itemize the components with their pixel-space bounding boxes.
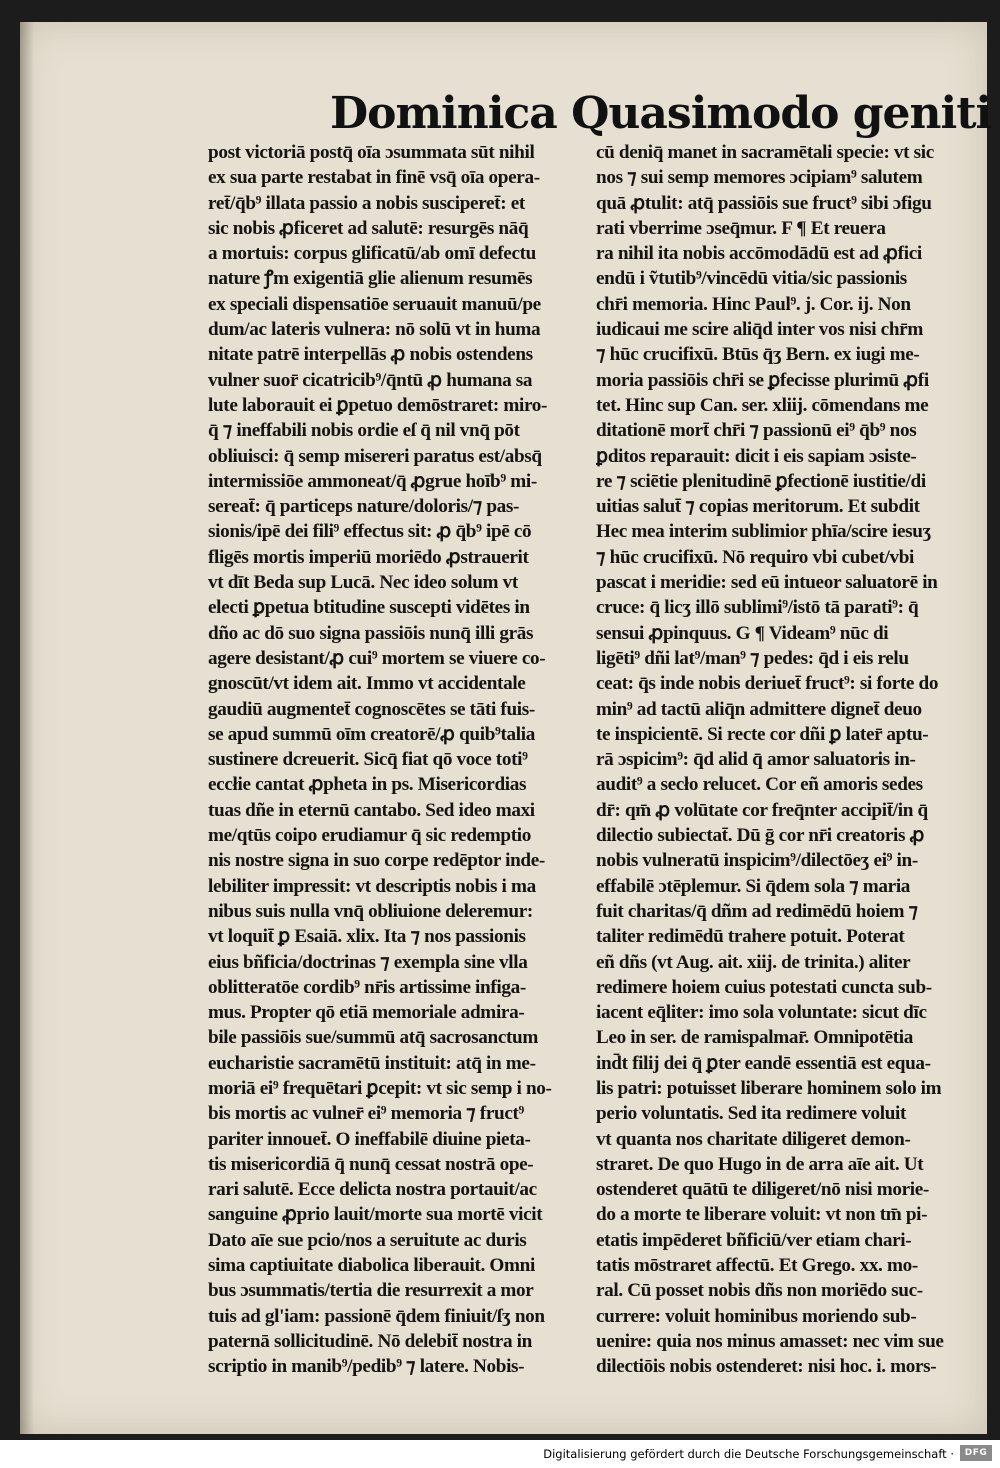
text-line: nos ⁊ sui semp memores ɔcipiam⁹ salutem [596,167,923,189]
spine-shadow [20,22,34,1434]
text-line: pariter innouet̄. O ineffabilē diuine pieta‑ [208,1128,531,1150]
text-line: agere desistant/ꝓ cui⁹ mortem se viuere co‑ [208,647,546,669]
footer [0,1440,1000,1468]
text-line: nature ꝭm exigentiā glie alienum resumēs [208,268,533,290]
text-line: fuit charitas/q̄ dñm ad redimēdū hoiem ⁊ [596,900,918,922]
text-line: moria passiōis chr̄i se ꝑfecisse plurimū ꝓfi [596,369,929,391]
text-line: ral. Cū posset nobis dñs non moriēdo suc‑ [596,1280,923,1302]
text-line: q̄ ⁊ ineffabili nobis ordie eſ q̄ nil vnq̄ pōt [208,420,520,442]
text-line: rā ɔspicim⁹: q̄d alid q̄ amor saluatoris in‑ [596,749,916,771]
text-line: vulner suor̄ cicatricib⁹/q̄ntū ꝓ humana sa [208,369,533,391]
text-line: lute laborauit ei ꝑpetuo demōstraret: miro‑ [208,394,548,416]
text-line: electi ꝑpetua btitudine suscepti vidētes in [208,597,530,619]
text-line: nobis vulneratū inspicim⁹/dilectōeʒ ei⁹ in‑ [596,850,918,872]
text-line: iudicaui me scire aliq̄d inter vos nisi chr̄m [596,319,923,341]
text-line: straret. De quo Hugo in de arra aīe ait. Ut [596,1153,924,1175]
text-line: obliuisci: q̄ semp misereri paratus est/absq̄ [208,445,542,467]
text-line: ind̄t filij dei q̄ ꝑter eandē essentiā est equa‑ [596,1052,931,1074]
text-line: dr̄: qm̄ ꝓ volūtate cor freq̄nter accipit̄/in q̄ [596,799,928,821]
text-line: dum/ac lateris vulnera: nō solū vt in huma [208,319,541,341]
text-line: paternā sollicitudinē. Nō delebit̄ nostra in [208,1330,532,1352]
text-line: do a morte te liberare voluit: vt non tm̄ pi‑ [596,1204,928,1226]
right-text-column [596,140,976,1380]
text-line: bus ɔsummatis/tertia die resurrexit a mor [208,1280,534,1302]
text-line: eñ dñs (vt Aug. ait. xiij. de trinita.) aliter [596,951,911,973]
text-line: eucharistie sacramētū instituit: atq̄ in me‑ [208,1052,536,1074]
text-line: cruce: q̄ licʒ illō sublimi⁹/istō tā parati⁹: q̄ [596,597,919,619]
text-line: ra nihil ita nobis accōmodādū est ad ꝓfici [596,243,922,265]
text-line: intermissiōe ammoneat/q̄ ꝓgrue hoīb⁹ mi‑ [208,470,537,492]
text-line: lis patri: potuisset liberare hominem solo im [596,1077,942,1099]
text-line: bile passiōis sue/summū atq̄ sacrosanctum [208,1027,539,1049]
text-line: rari salutē. Ecce delicta nostra portauit/ac [208,1179,537,1201]
text-line: sereat̄: q̄ particeps nature/doloris/⁊ pas‑ [208,496,520,518]
text-line: nis nostre signa in suo corpe redēptor inde‑ [208,850,545,872]
running-head: Dominica Quasimodo geniti [330,88,992,139]
text-line: ⁊ hūc crucifixū. Btūs q̄ʒ Bern. ex iugi me‑ [596,344,920,366]
text-line: gaudiū augmentet̄ cognoscētes se tāti fuis‑ [208,698,535,720]
text-line: scriptio in manib⁹/pedib⁹ ⁊ latere. Nobis‑ [208,1356,525,1378]
text-line: ret̄/q̄b⁹ illata passio a nobis susciperet̄: et [208,192,525,214]
text-line: redimere hoiem cuius potestati cuncta sub‑ [596,976,932,998]
text-line: cū deniq̄ manet in sacramētali specie: vt sic [596,142,934,163]
text-line: lebiliter impressit: vt descriptis nobis i ma [208,875,536,897]
text-line: nitate patrē interpellās ꝓ nobis ostendens [208,344,533,366]
text-line: chr̄i memoria. Hinc Paul⁹. j. Cor. ij. Non [596,293,911,315]
book-page [20,22,992,1434]
text-line: sanguine ꝓprio lauit/morte sua mortē vicit [208,1204,543,1226]
text-line: moriā ei⁹ frequētari ꝑcepit: vt sic semp i no‑ [208,1077,552,1099]
text-line: tuis ad gl'iam: passionē q̄dem finiuit/ſʒ non [208,1305,545,1327]
left-text-column [208,140,596,1380]
text-line: vt dīt Beda sup Lucā. Nec ideo solum vt [208,572,518,594]
text-line: ligēti⁹ dñi lat⁹/man⁹ ⁊ pedes: q̄d i eis relu [596,647,909,669]
text-line: uitias salut̄ ⁊ copias meritorum. Et subdit [596,496,920,518]
text-line: uenire: quia nos minus amasset: nec vim sue [596,1330,944,1352]
text-line: tuas dñe in eternū cantabo. Sed ideo maxi [208,799,535,821]
text-line: te inspicientē. Si recte cor dñi ꝑ later̄ aptu‑ [596,723,929,745]
dfg-logo-icon: DFG [960,1445,992,1461]
footer-credit: Digitalisierung gefördert durch die Deutsche Forschungsgemeinschaft · [543,1447,954,1461]
text-line: sustinere dcreuerit. Sicq̄ fiat qō voce toti⁹ [208,749,528,771]
text-line: dilectio subiectat̄. Dū ḡ cor nr̄i creatoris ꝓ [596,825,925,847]
text-line: effabilē ɔtēplemur. Si q̄dem sola ⁊ maria [596,875,911,897]
text-line: oblitteratōe cordib⁹ nr̄is artissime infiga‑ [208,976,526,998]
text-line: a mortuis: corpus glificatū/ab omī defectu [208,243,536,265]
text-line: vt loquit̄ ꝑ Esaiā. xlix. Ita ⁊ nos passionis [208,926,526,948]
text-line: eius bñficia/doctrinas ⁊ exempla sine vlla [208,951,528,973]
text-line: sima captiuitate diabolica liberauit. Omni [208,1255,535,1277]
text-line: dilectiōis nobis ostenderet: nisi hoc. i. mors‑ [596,1356,937,1378]
text-line: ex speciali dispensatiōe seruauit manuū/pe [208,293,541,315]
text-line: sionis/ipē dei fili⁹ effectus sit: ꝓ q̄b⁹ ipē cō [208,521,532,543]
text-line: eccłie cantat ꝓpheta in ps. Misericordias [208,774,527,796]
text-line: post victoriā postq̄ oīa ɔsummata sūt nihil [208,142,535,163]
text-line: rati vberrime ɔseq̄mur. F ¶ Et reuera [596,217,886,239]
text-line: vt quanta nos charitate diligeret demon‑ [596,1128,911,1150]
text-line: Dato aīe sue pcio/nos a seruitute ac duris [208,1229,527,1251]
text-line: bis mortis ac vulner̄ ei⁹ memoria ⁊ fruct⁹ [208,1103,524,1125]
text-line: ceat: q̄s inde nobis deriuet̄ fruct⁹: si forte do [596,673,939,695]
text-line: ⁊ hūc crucifixū. Nō requiro vbi cubet/vbi [596,546,915,568]
text-line: min⁹ ad tactū aliq̄n admittere dignet̄ deuo [596,698,922,720]
text-line: tis misericordiā q̄ nunq̄ cessat nostrā ope‑ [208,1153,534,1175]
text-line: taliter redimēdū trahere potuit. Poterat [596,926,905,948]
text-line: sensui ꝓpinquus. G ¶ Videam⁹ nūc di [596,622,889,644]
text-line: ex sua parte restabat in finē vsq̄ oīa opera‑ [208,167,540,189]
text-line: se apud summū oīm creatorē/ꝓ quib⁹talia [208,723,535,745]
text-line: audit⁹ a secło relucet. Cor eñ amoris sedes [596,774,923,796]
text-line: mus. Propter qō etiā memoriale admira‑ [208,1002,525,1024]
text-line: dño ac dō suo signa passiōis nunq̄ illi grās [208,622,534,644]
text-line: iacent eq̄liter: imo sola voluntate: sicut dīc [596,1002,927,1024]
text-line: re ⁊ sciētie plenitudinē ꝑfectionē iustitie/di [596,470,926,492]
text-line: tet. Hinc sup Can. ser. xliij. cōmendans me [596,394,929,416]
text-line: fligēs mortis imperiū moriēdo ꝓstrauerit [208,546,529,568]
text-line: endū i ṽtutib⁹/vincēdū vitia/sic passionis [596,268,907,290]
text-line: currere: voluit hominibus moriendo sub‑ [596,1305,917,1327]
text-line: quā ꝓtulit: atq̄ passiōis sue fruct⁹ sibi ɔfigu [596,192,932,214]
text-line: etatis impēderet bñficiū/ver etiam chari‑ [596,1229,912,1251]
text-line: sic nobis ꝓficeret ad salutē: resurgēs nāq̄ [208,217,529,239]
text-line: Leo in ser. de ramispalmar̄. Omnipotētia [596,1027,913,1049]
text-line: Hec mea interim sublimior phīa/scire iesuʒ [596,521,932,543]
text-line: me/qtūs coipo erudiamur q̄ sic redemptio [208,825,532,847]
text-line: ostenderet quātū te diligeret/nō nisi morie‑ [596,1179,929,1201]
text-line: nibus suis nulla vnq̄ obliuione deleremur: [208,900,533,922]
text-line: perio voluntatis. Sed ita redimere voluit [596,1103,907,1125]
text-line: gnoscūt/vt idem ait. Immo vt accidentale [208,673,526,695]
text-line: tatis mōstraret affectū. Et Grego. xx. mo‑ [596,1255,918,1277]
text-line: pascat i meridie: sed eū intueor saluatorē in [596,572,938,594]
text-line: ditationē mort̄ chr̄i ⁊ passionū ei⁹ q̄b⁹ nos [596,420,917,442]
text-line: ꝑditos reparauit: dicit i eis sapiam ɔsiste‑ [596,445,917,467]
